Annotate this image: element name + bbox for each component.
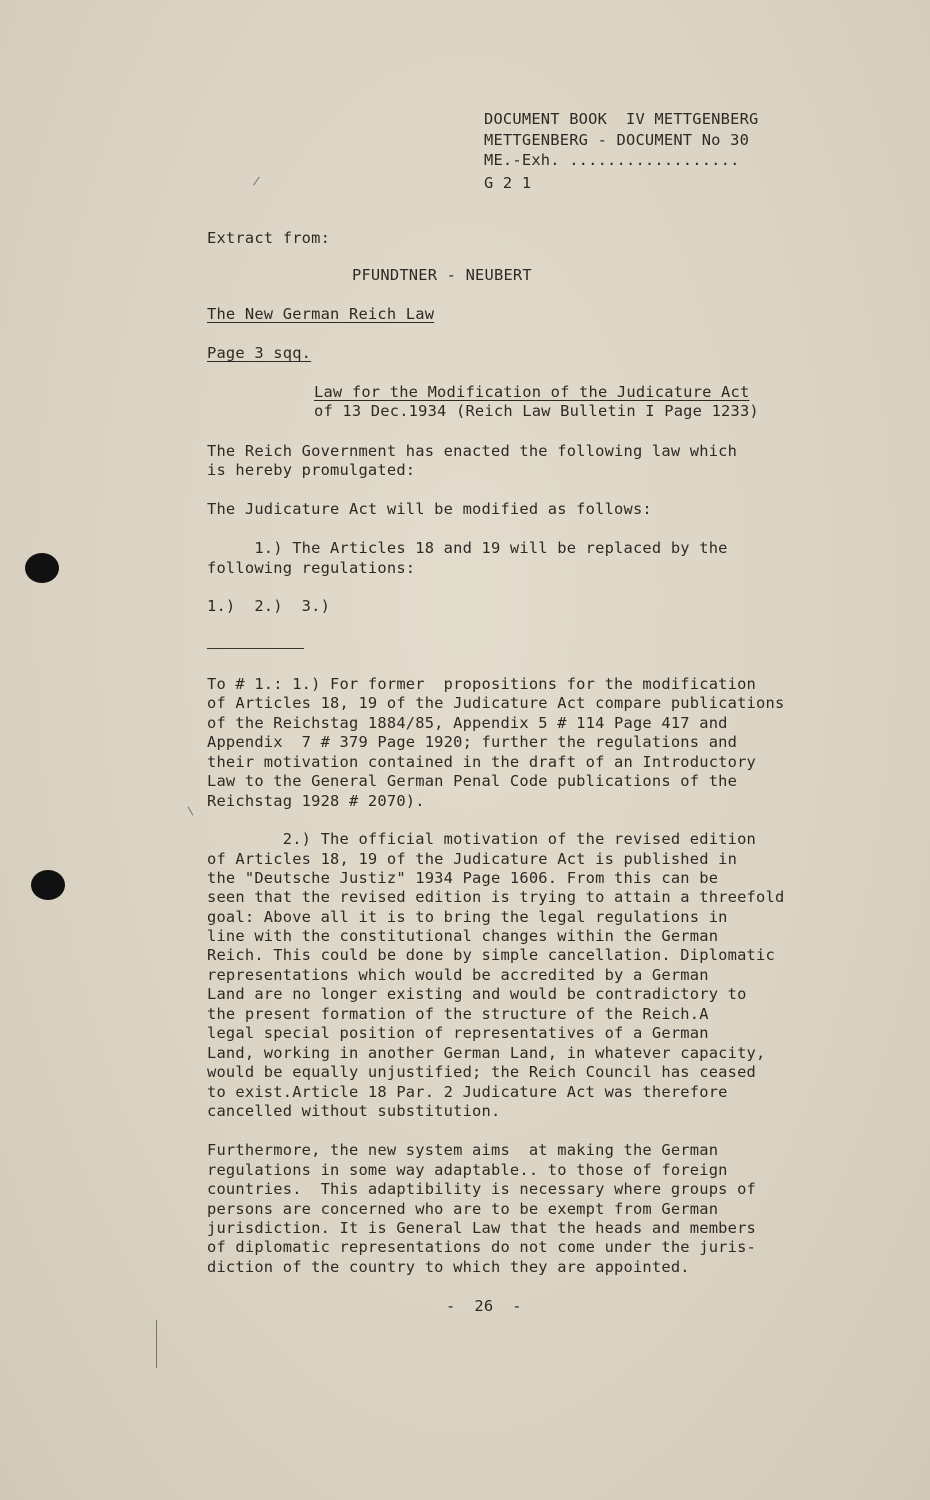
authors: PFUNDTNER - NEUBERT — [352, 266, 532, 284]
note2-line: of Articles 18, 19 of the Judicature Act is published in — [207, 850, 738, 868]
header-document-number: METTGENBERG - DOCUMENT No 30 — [484, 131, 750, 149]
note1-line: of Articles 18, 19 of the Judicature Act compare publications — [207, 694, 785, 712]
page-reference: Page 3 sqq. — [207, 344, 312, 362]
paragraph3-line: diction of the country to which they are appointed. — [207, 1258, 690, 1276]
note2-line: 2.) The official motivation of the revised edition — [207, 830, 757, 848]
book-title: The New German Reich Law — [207, 305, 435, 323]
extract-label: Extract from: — [207, 229, 331, 247]
item1-line1: 1.) The Articles 18 and 19 will be replaced by the — [207, 539, 728, 557]
note1-line: their motivation contained in the draft of an Introductory — [207, 753, 757, 771]
items-list: 1.) 2.) 3.) — [207, 597, 331, 615]
modified-statement: The Judicature Act will be modified as follows: — [207, 500, 652, 518]
note1-line: Appendix 7 # 379 Page 1920; further the regulations and — [207, 733, 738, 751]
note1-line: Reichstag 1928 # 2070). — [207, 792, 425, 810]
footnote-divider — [207, 648, 304, 649]
punch-hole-bottom — [31, 870, 65, 900]
intro-line2: is hereby promulgated: — [207, 461, 416, 479]
note2-line: the present formation of the structure of the Reich.A — [207, 1005, 709, 1023]
note2-line: goal: Above all it is to bring the legal regulations in — [207, 908, 728, 926]
intro-line1: The Reich Government has enacted the following law which — [207, 442, 738, 460]
paragraph3-line: countries. This adaptibility is necessary where groups of — [207, 1180, 757, 1198]
note2-line: Reich. This could be done by simple cancellation. Diplomatic — [207, 946, 775, 964]
header-exhibit: ME.-Exh. .................. — [484, 151, 740, 169]
header-document-book: DOCUMENT BOOK IV METTGENBERG — [484, 110, 759, 128]
note2-line: would be equally unjustified; the Reich Council has ceased — [207, 1063, 757, 1081]
note2-line: representations which would be accredited by a German — [207, 966, 709, 984]
note2-line: Land are no longer existing and would be contradictory to — [207, 985, 747, 1003]
stray-mark — [156, 1320, 157, 1368]
note2-line: cancelled without substitution. — [207, 1102, 501, 1120]
paragraph3-line: jurisdiction. It is General Law that the heads and members — [207, 1219, 757, 1237]
law-title-line2: of 13 Dec.1934 (Reich Law Bulletin I Page 1233) — [314, 402, 759, 420]
paragraph3-line: persons are concerned who are to be exempt from German — [207, 1200, 719, 1218]
note1-line: of the Reichstag 1884/85, Appendix 5 # 114 Page 417 and — [207, 714, 728, 732]
note2-line: seen that the revised edition is trying to attain a threefold — [207, 888, 785, 906]
note2-line: to exist.Article 18 Par. 2 Judicature Act was therefore — [207, 1083, 728, 1101]
note2-line: the "Deutsche Justiz" 1934 Page 1606. From this can be — [207, 869, 719, 887]
note2-line: legal special position of representatives of a German — [207, 1024, 709, 1042]
note1-line: To # 1.: 1.) For former propositions for the modification — [207, 675, 757, 693]
header-code: G 2 1 — [484, 174, 532, 192]
paragraph3-line: regulations in some way adaptable.. to those of foreign — [207, 1161, 728, 1179]
note2-line: line with the constitutional changes within the German — [207, 927, 719, 945]
page-number: - 26 - — [446, 1297, 522, 1315]
item1-line2: following regulations: — [207, 559, 416, 577]
paragraph3-line: of diplomatic representations do not come under the juris- — [207, 1238, 757, 1256]
note2-line: Land, working in another German Land, in whatever capacity, — [207, 1044, 766, 1062]
note1-line: Law to the General German Penal Code publications of the — [207, 772, 738, 790]
punch-hole-top — [25, 553, 59, 583]
paragraph3-line: Furthermore, the new system aims at making the German — [207, 1141, 719, 1159]
law-title-line1: Law for the Modification of the Judicature Act — [314, 383, 750, 401]
